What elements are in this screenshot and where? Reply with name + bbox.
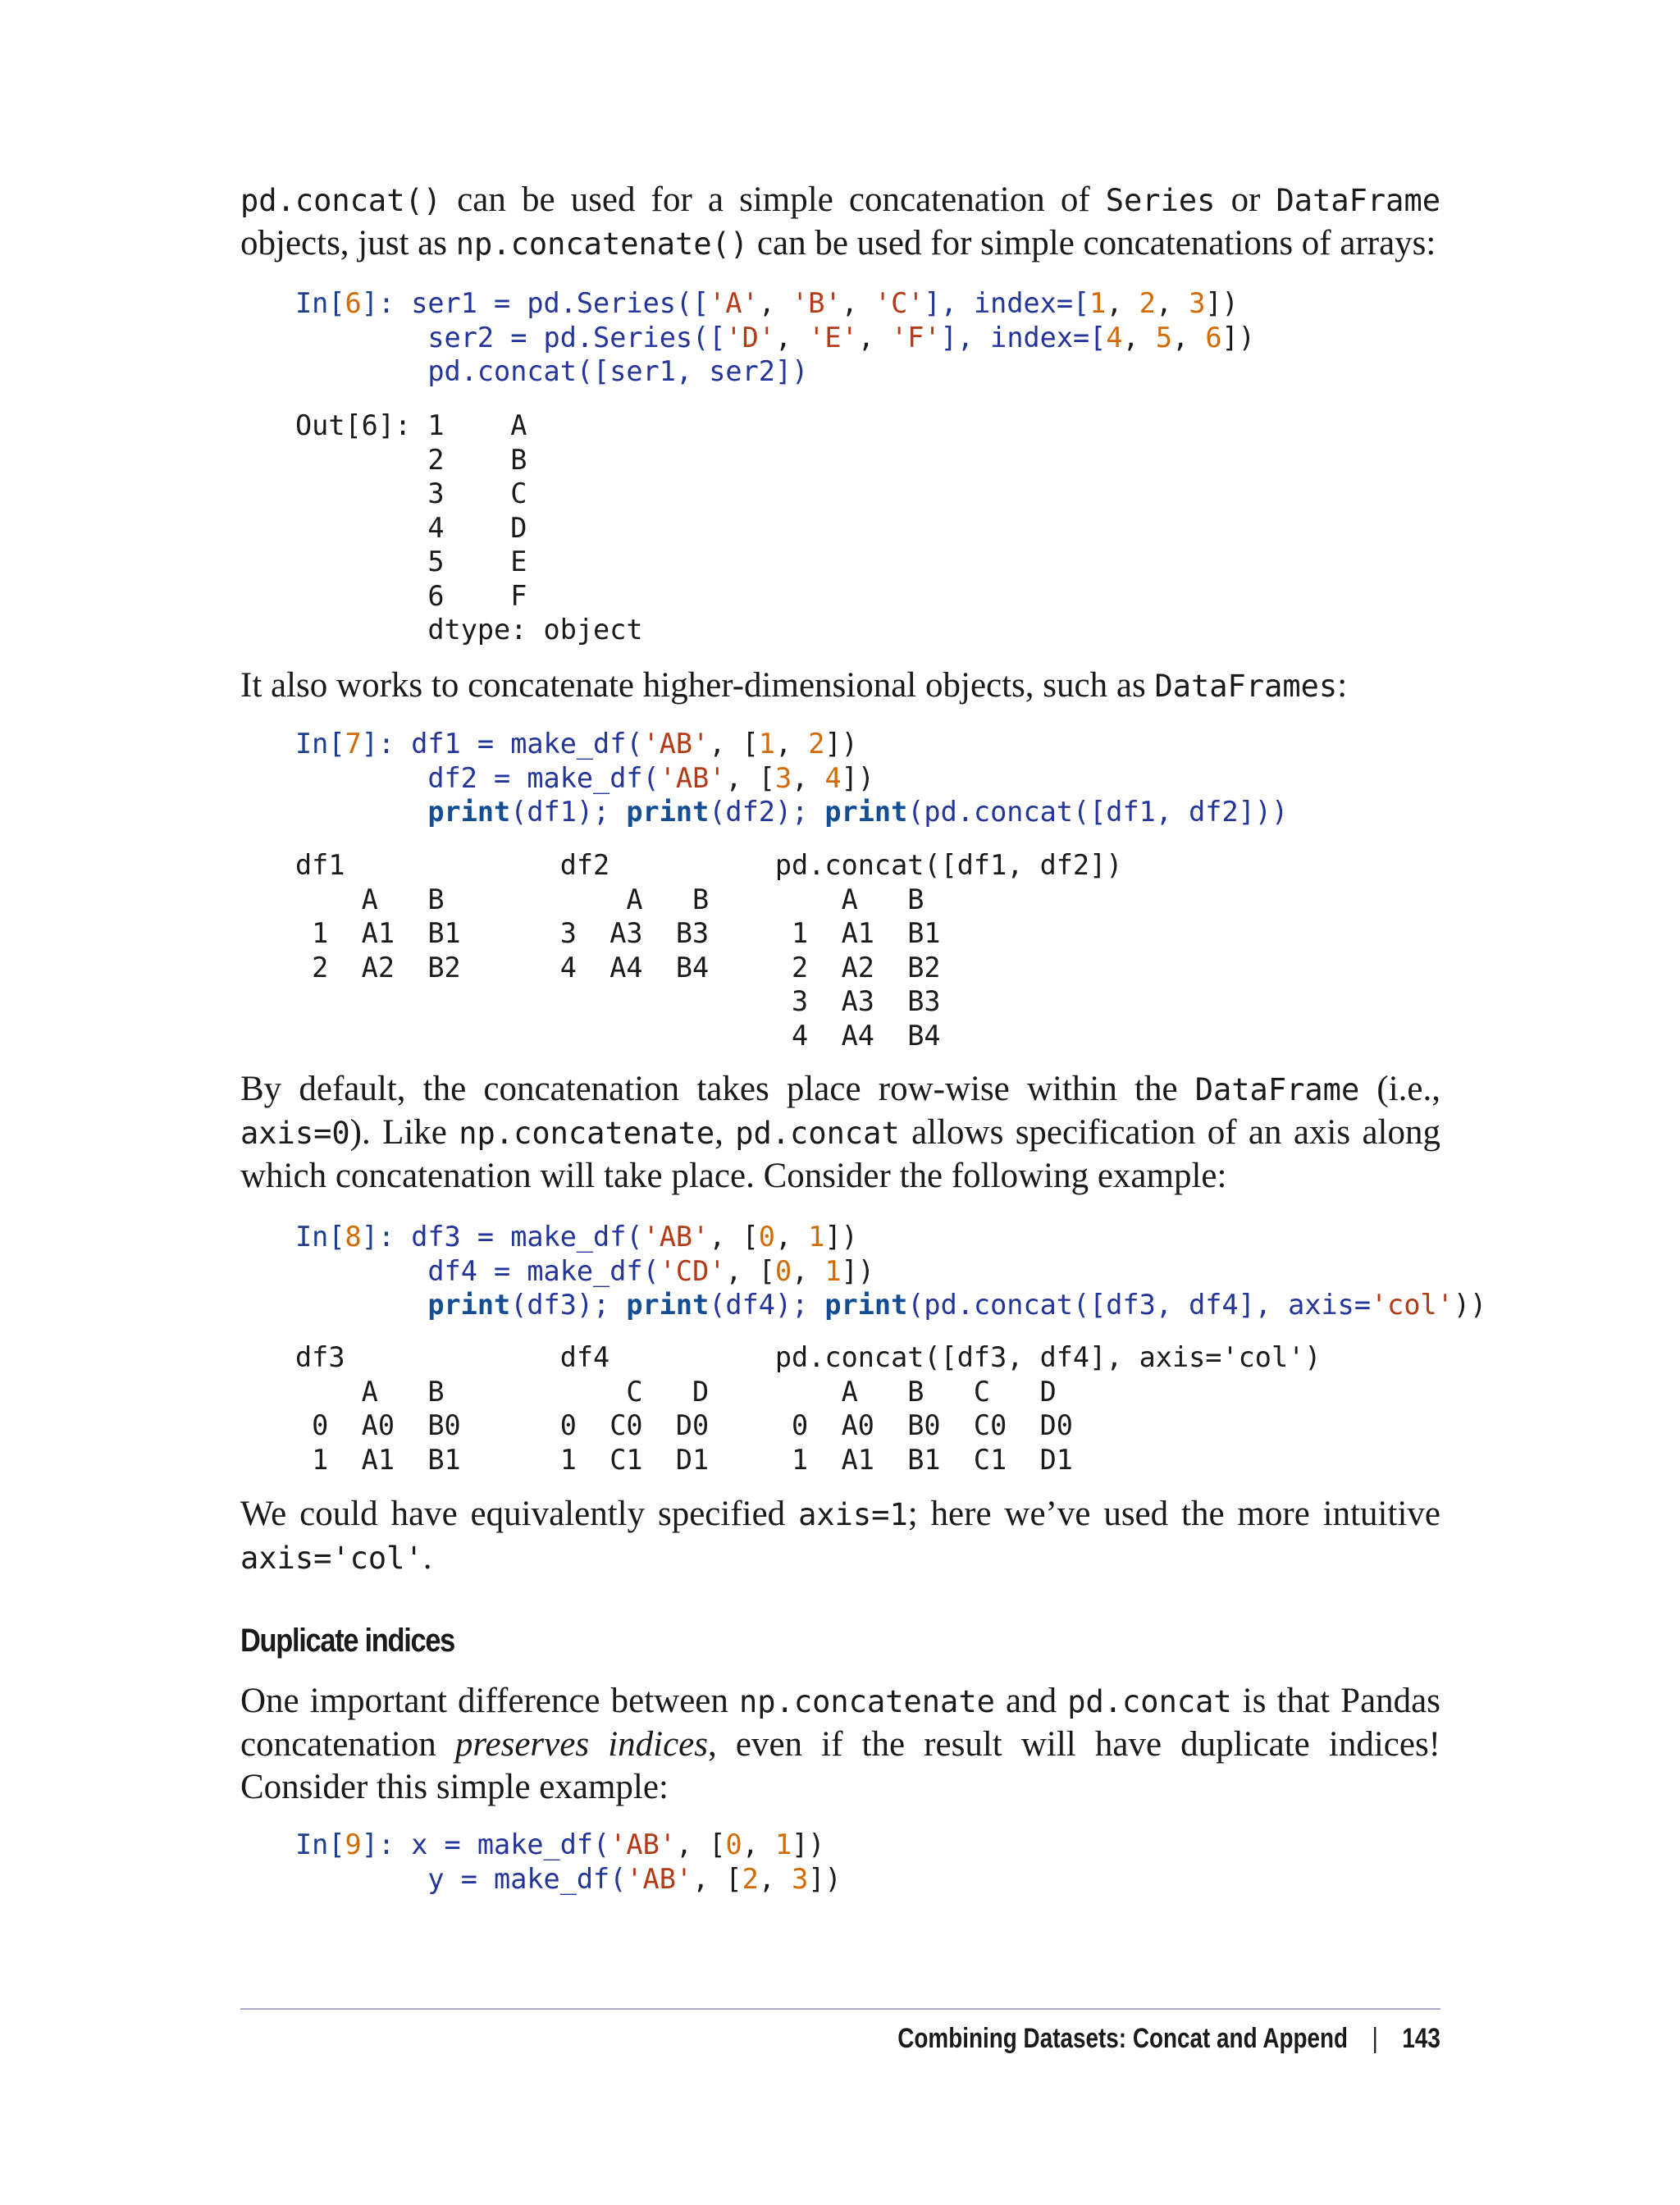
code-cell-in-7 <box>295 727 1288 829</box>
code-line: pd.concat([ser1, ser2]) <box>427 355 809 387</box>
code-line: x = make_df('AB', [0, 1]) <box>411 1828 825 1860</box>
code-line: ser1 = pd.Series(['A', 'B', 'C'], index=[1, 2, 3]) <box>411 287 1239 319</box>
code-line: df3 = make_df('AB', [0, 1]) <box>411 1221 858 1253</box>
code-line: df4 = make_df('CD', [0, 1]) <box>427 1254 874 1287</box>
code-cell-in-6 <box>295 286 1255 389</box>
code-line: df2 = make_df('AB', [3, 4]) <box>427 761 874 794</box>
code-line: y = make_df('AB', [2, 3]) <box>427 1862 842 1895</box>
prompt-out-6: Out[6]: <box>295 409 428 441</box>
paragraph-higher-dimensional: It also works to concatenate higher-dimensional objects, such as DataFrames: <box>240 666 1348 705</box>
paragraph-axis-equivalent: We could have equivalently specified axis=1; here we’ve used the more intuitive axis='col'. <box>240 1495 1440 1577</box>
code-cell-in-8 <box>295 1220 1486 1322</box>
prompt-in-9: In[9]: <box>295 1828 412 1860</box>
page-number: 143 <box>1402 2023 1440 2054</box>
prompt-in-6: In[6]: <box>295 287 412 319</box>
paragraph-axis-default: By default, the concatenation takes place row-wise within the DataFrame (i.e., axis=0). Like np.concatenate, pd.concat allows specification of an axis along which concatenation will take place. Consider the following example: <box>240 1070 1441 1195</box>
prompt-in-7: In[7]: <box>295 728 412 760</box>
code-cell-in-9 <box>295 1828 842 1896</box>
code-line: df1 = make_df('AB', [1, 2]) <box>411 728 858 760</box>
paragraph-concat-intro: pd.concat() can be used for a simple concatenation of Series or DataFrame objects, just as np.concatenate() can be used for simple concatenations of arrays: <box>240 180 1441 262</box>
code-line: print(df1); print(df2); print(pd.concat([df1, df2])) <box>427 796 1289 828</box>
page-footer <box>897 2023 1440 2055</box>
paragraph-preserves-indices: One important difference between np.concatenate and pd.concat is that Pandas concatenation preserves indices, even if the result will have duplicate indices! Consider this simple example: <box>240 1682 1440 1806</box>
code-line: print(df3); print(df4); print(pd.concat([df3, df4], axis='col')) <box>427 1289 1487 1321</box>
code-output-8: df3 df4 pd.concat([df3, df4], axis='col') A B C D A B C D 0 A0 B0 0 C0 D0 0 A0 B0 C0 D0 1 A1 B1 1 C1 D1 1 A1 B1 C1 D1 <box>295 1341 1322 1476</box>
prompt-in-8: In[8]: <box>295 1221 412 1253</box>
code-cell-out-6: Out[6]: 1 A 2 B 3 C 4 D 5 E 6 F dtype: object <box>295 409 643 646</box>
footer-separator: | <box>1372 2023 1378 2054</box>
footer-divider <box>240 2008 1440 2010</box>
section-heading-duplicate-indices: Duplicate indices <box>240 1623 454 1659</box>
footer-chapter-title: Combining Datasets: Concat and Append <box>897 2023 1349 2054</box>
code-line: ser2 = pd.Series(['D', 'E', 'F'], index=[4, 5, 6]) <box>427 321 1255 354</box>
code-output-7: df1 df2 pd.concat([df1, df2]) A B A B A B 1 A1 B1 3 A3 B3 1 A1 B1 2 A2 B2 4 A4 B4 2 A2 B2 3 A3 B3 4 A4 B4 <box>295 849 1123 1052</box>
